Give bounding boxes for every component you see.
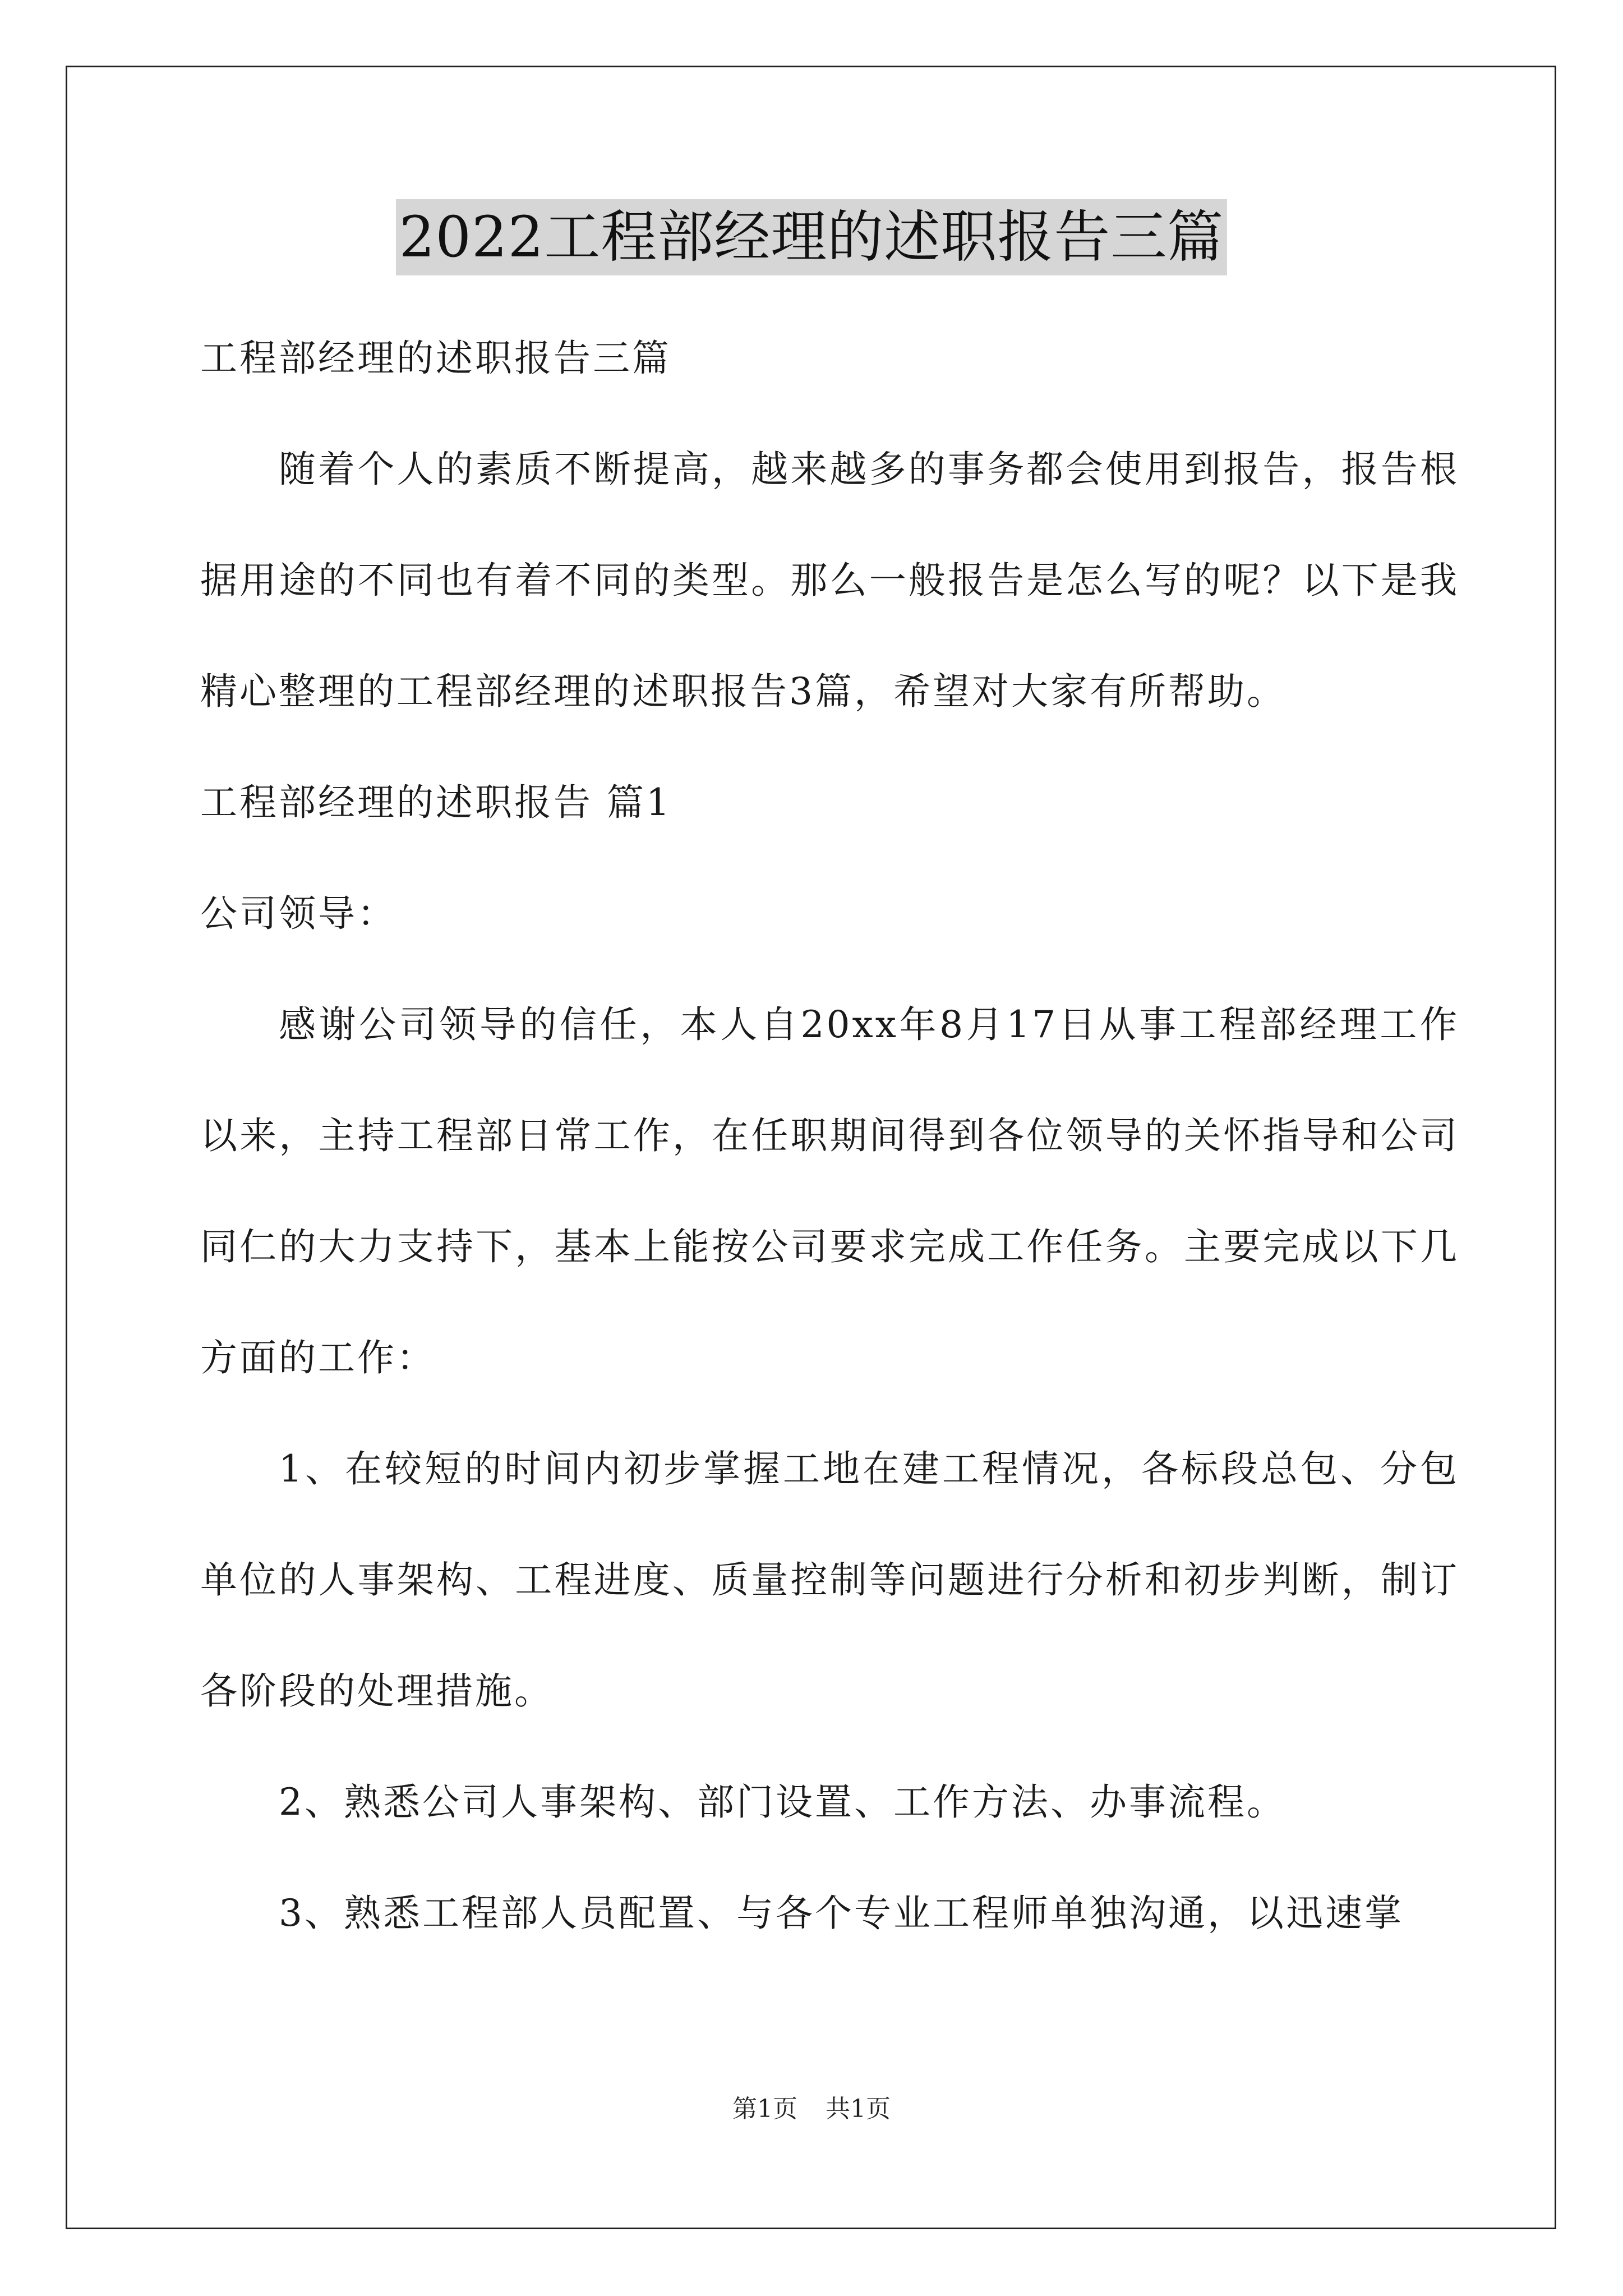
section-heading: 工程部经理的述职报告 篇1	[200, 781, 672, 824]
list-item-2: 2、熟悉公司人事架构、部门设置、工作方法、办事流程。	[279, 1780, 1286, 1824]
title-area	[0, 199, 1623, 275]
list-item-3: 3、熟悉工程部人员配置、与各个专业工程师单独沟通，以迅速掌	[279, 1892, 1404, 1935]
intro-paragraph: 随着个人的素质不断提高，越来越多的事务都会使用到报告，报告根据用途的不同也有着不同的类型。那么一般报告是怎么写的呢？以下是我精心整理的工程部经理的述职报告3篇，希望对大家有所帮助。	[200, 448, 1459, 713]
document-body	[200, 303, 1459, 1969]
page-total: 共1页	[826, 2095, 891, 2123]
subtitle-paragraph: 工程部经理的述职报告三篇	[200, 337, 671, 380]
document-title: 2022工程部经理的述职报告三篇	[396, 199, 1228, 275]
salutation: 公司领导：	[200, 892, 396, 935]
list-item-1: 1、在较短的时间内初步掌握工地在建工程情况，各标段总包、分包单位的人事架构、工程进度、质量控制等问题进行分析和初步判断，制订各阶段的处理措施。	[200, 1447, 1459, 1713]
body-paragraph: 感谢公司领导的信任，本人自20xx年8月17日从事工程部经理工作以来，主持工程部日常工作，在任职期间得到各位领导的关怀指导和公司同仁的大力支持下，基本上能按公司要求完成工作任务。主要完成以下几方面的工作：	[200, 1003, 1459, 1379]
page-number: 第1页	[732, 2095, 797, 2123]
page-footer	[0, 2092, 1623, 2126]
